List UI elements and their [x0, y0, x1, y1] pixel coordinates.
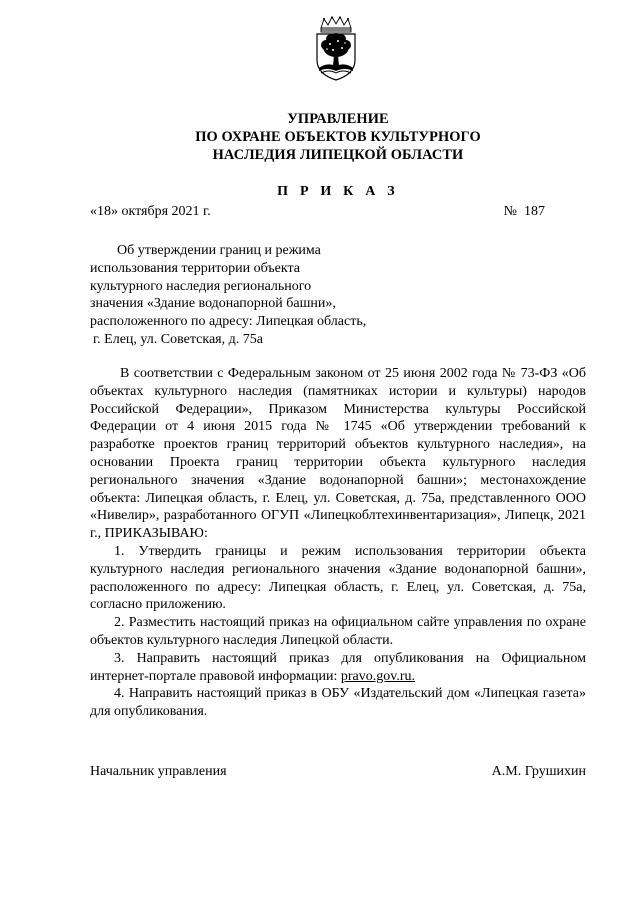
- signature-block: [90, 763, 586, 780]
- organization-title: [90, 110, 586, 164]
- order-item-1: 1. Утвердить границы и режим использования территории объекта культурного наследия регионального значения «Здание водонапорной башни», расположенного по адресу: Липецкая область, г. Елец, ул. Советская, д. 75а, согласно приложению.: [90, 543, 586, 613]
- lipetsk-coat-of-arms-icon: [311, 16, 361, 82]
- document-type-heading: П Р И К А З: [277, 184, 399, 199]
- preamble-paragraph: В соответствии с Федеральным законом от 25 июня 2002 года № 73-ФЗ «Об объектах культурного наследия (памятниках истории и культуры) народов Российской Федерации», Приказом Министерства культуры Российской Федерации от 4 июня 2015 года № 1745 «Об утверждении требований к разработке проектов границ территорий объектов культурного наследия», на основании Проекта границ территории объекта культурного наследия регионального значения «Здание водонапорной башни»; местонахождение объекта: Липецкая область, г. Елец, ул. Советская, д. 75а, представленного ООО «Нивелир», разработанного ОГУП «Липецкоблтехинвентаризация», Липецк, 2021 г., ПРИКАЗЫВАЮ:: [90, 366, 586, 542]
- order-body: [90, 365, 586, 721]
- org-title-line: УПРАВЛЕНИЕ: [287, 111, 389, 127]
- order-item-2: 2. Разместить настоящий приказ на официальном сайте управления по охране объектов культурного наследия Липецкой области.: [90, 615, 586, 648]
- order-item-3-text: 3. Направить настоящий приказ для опубликования на Официальном интернет-портале правовой информации:: [90, 650, 586, 684]
- signatory-position: Начальник управления: [90, 764, 227, 779]
- order-item-4: 4. Направить настоящий приказ в ОБУ «Издательский дом «Липецкая газета» для опубликования.: [90, 686, 586, 720]
- subject-line: культурного наследия регионального: [90, 278, 312, 294]
- subject-line: г. Елец, ул. Советская, д. 75а: [93, 331, 263, 347]
- order-item-3: [90, 650, 586, 686]
- order-subject: [90, 242, 366, 349]
- order-date: «18» октября 2021 г.: [90, 204, 211, 219]
- pravo-gov-link[interactable]: pravo.gov.ru.: [340, 668, 415, 684]
- signatory-name: А.М. Грушихин: [491, 764, 586, 779]
- subject-line: использования территории объекта: [90, 260, 300, 276]
- date-number-line: [90, 203, 545, 220]
- org-title-line: ПО ОХРАНЕ ОБЪЕКТОВ КУЛЬТУРНОГО: [195, 129, 481, 145]
- org-title-line: НАСЛЕДИЯ ЛИПЕЦКОЙ ОБЛАСТИ: [212, 147, 464, 163]
- order-number: № 187: [503, 204, 545, 219]
- subject-line: Об утверждении границ и режима: [117, 243, 321, 258]
- subject-line: расположенного по адресу: Липецкая область,: [90, 314, 367, 330]
- subject-line: значения «Здание водонапорной башни»,: [90, 296, 336, 312]
